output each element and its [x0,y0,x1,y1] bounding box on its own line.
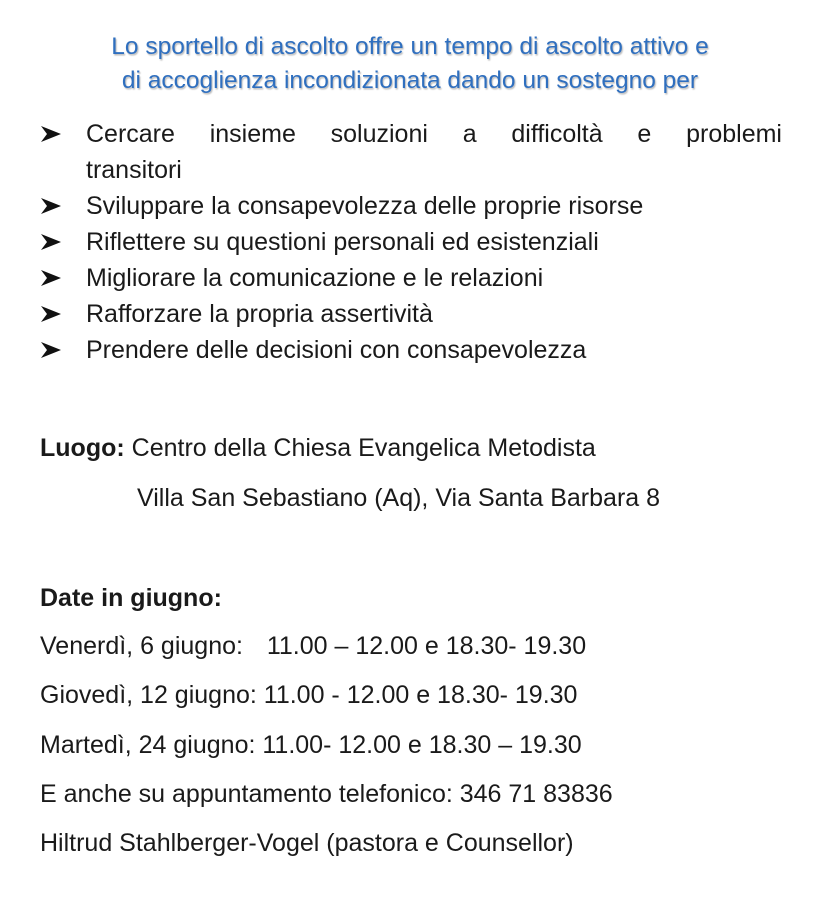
date-row [40,631,586,661]
list-item-text: Sviluppare la consapevolezza delle proprie risorse [86,192,644,220]
list-item-text: Rafforzare la propria assertività [86,300,433,328]
date-time: 11.00 – 12.00 e 18.30- 19.30 [266,632,587,660]
list-item [40,296,782,332]
intro-line-2: di accoglienza incondizionata dando un sostegno per [121,67,699,94]
list-item-text-line-1: Cercare insieme soluzioni a difficoltà e problemi [86,120,782,148]
contact-line: Hiltrud Stahlberger-Vogel (pastora e Counsellor) [40,829,574,857]
date-day: Martedì, 24 giugno: [40,731,256,759]
list-item-text-line-2: transitori [86,156,182,184]
arrow-bullet-icon [40,305,62,323]
list-item-text: Riflettere su questioni personali ed esistenziali [86,228,599,256]
arrow-bullet-icon [40,233,62,251]
list-item-text: Prendere delle decisioni con consapevolezza [86,336,587,364]
date-row [40,680,577,710]
location-address: Villa San Sebastiano (Aq), Via Santa Barbara 8 [137,484,661,512]
list-item-text: Migliorare la comunicazione e le relazioni [86,264,544,292]
dates-heading: Date in giugno: [40,584,222,612]
intro-line-1: Lo sportello di ascolto offre un tempo di ascolto attivo e [111,33,709,60]
intro-heading [22,30,798,98]
arrow-bullet-icon [40,269,62,287]
date-time: 11.00- 12.00 e 18.30 – 19.30 [262,731,582,759]
date-time: 11.00 - 12.00 e 18.30- 19.30 [263,681,578,709]
list-item [40,332,782,368]
location-line-1 [40,433,596,463]
arrow-bullet-icon [40,125,62,143]
phone-line: E anche su appuntamento telefonico: 346 71 83836 [40,780,613,808]
list-item [40,260,782,296]
list-item [40,224,782,260]
location-label: Luogo: [40,434,125,462]
date-day: Giovedì, 12 giugno: [40,681,257,709]
date-row [40,730,582,760]
location-name: Centro della Chiesa Evangelica Metodista [131,434,596,462]
date-day: Venerdì, 6 giugno: [40,632,243,660]
list-item [40,188,782,224]
arrow-bullet-icon [40,197,62,215]
arrow-bullet-icon [40,341,62,359]
list-item [40,116,782,188]
bullet-list [40,116,782,368]
